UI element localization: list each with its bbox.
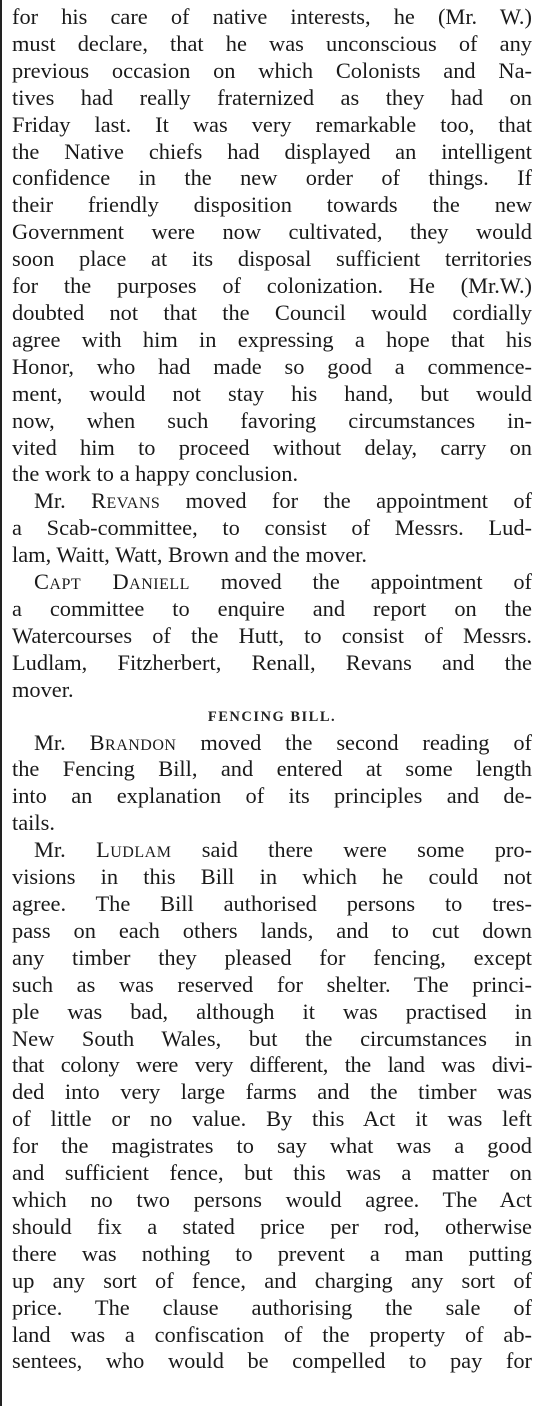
paragraph-ludlam-objections bbox=[12, 837, 532, 1375]
text-line: for his care of native interests, he (Mr. W.) bbox=[12, 4, 532, 29]
text-line bbox=[12, 569, 532, 596]
text-line: mover. bbox=[12, 676, 74, 702]
text-line: there was nothing to prevent a man putting bbox=[12, 1240, 532, 1266]
first-line-rest: moved the appointment of bbox=[189, 569, 532, 595]
text-line: ple was bad, although it was practised in bbox=[12, 998, 532, 1024]
text-line: visions in this Bill in which he could not bbox=[12, 864, 532, 890]
text-line: the Fencing Bill, and entered at some length bbox=[12, 756, 532, 782]
paragraph-watercourses-committee bbox=[12, 569, 532, 704]
text-line: tives had really fraternized as they had on bbox=[12, 84, 532, 110]
text-line: previous occasion on which Colonists and Na- bbox=[12, 57, 532, 83]
text-line: a committee to enquire and report on the bbox=[12, 595, 532, 621]
section-heading: FENCING BILL. bbox=[207, 708, 337, 725]
text-line: now, when such favoring circumstances in- bbox=[12, 407, 532, 433]
text-line bbox=[12, 730, 532, 757]
text-line: which no two persons would agree. The Act bbox=[12, 1186, 532, 1212]
speaker-prefix: Mr. bbox=[34, 729, 90, 755]
text-line: for the magistrates to say what was a good bbox=[12, 1133, 532, 1159]
text-line: sentees, who would be compelled to pay for bbox=[12, 1348, 532, 1374]
speaker-name: Brandon bbox=[89, 729, 177, 755]
text-line: land was a confiscation of the property of ab- bbox=[12, 1321, 532, 1347]
text-line: for the purposes of colonization. He (Mr.W.) bbox=[12, 273, 532, 299]
text-line: Honor, who had made so good a commence- bbox=[12, 353, 532, 379]
text-line: ment, would not stay his hand, but would bbox=[12, 380, 532, 406]
text-line: agree with him in expressing a hope that his bbox=[12, 326, 532, 352]
speaker-prefix: Mr. bbox=[34, 837, 97, 863]
text-line: ded into very large farms and the timber was bbox=[12, 1079, 532, 1105]
text-line: such as was reserved for shelter. The princi- bbox=[12, 971, 532, 997]
text-line: soon place at its disposal sufficient territories bbox=[12, 246, 532, 272]
text-line: Government were now cultivated, they would bbox=[12, 219, 532, 245]
text-line: up any sort of fence, and charging any sort of bbox=[12, 1267, 532, 1293]
text-line: confidence in the new order of things. If bbox=[12, 165, 532, 191]
first-line-rest: moved the second reading of bbox=[176, 729, 533, 755]
text-line: Watercourses of the Hutt, to consist of Messrs. bbox=[12, 622, 532, 648]
text-line: into an explanation of its principles and de- bbox=[12, 783, 532, 809]
text-line: New South Wales, but the circumstances in bbox=[12, 1025, 532, 1051]
first-line-rest: moved for the appointment of bbox=[160, 488, 532, 514]
text-line: agree. The Bill authorised persons to tres- bbox=[12, 891, 532, 916]
text-line: doubted not that the Council would cordially bbox=[12, 299, 532, 325]
text-line: that colony were very different, the land was divi- bbox=[12, 1052, 532, 1078]
text-line: Friday last. It was very remarkable too, that bbox=[12, 111, 532, 137]
text-line: the Native chiefs had displayed an intelligent bbox=[12, 138, 532, 164]
speaker-prefix: Mr. bbox=[34, 488, 92, 514]
speaker-name: Revans bbox=[91, 488, 161, 514]
paragraph-scab-committee bbox=[12, 488, 532, 569]
text-line: must declare, that he was unconscious of any bbox=[12, 30, 532, 56]
text-line: should fix a stated price per rod, otherwise bbox=[12, 1213, 532, 1239]
text-line: lam, Waitt, Watt, Brown and the mover. bbox=[12, 542, 368, 568]
first-line-rest: said there were some pro- bbox=[171, 837, 533, 863]
text-line bbox=[12, 837, 532, 864]
text-line: and sufficient fence, but this was a matter on bbox=[12, 1160, 532, 1186]
text-line bbox=[12, 488, 532, 515]
paragraph-native-relations bbox=[12, 4, 532, 488]
speaker-name: Capt Daniell bbox=[34, 569, 190, 595]
speaker-name: Ludlam bbox=[96, 837, 172, 863]
text-line: any timber they pleased for fencing, except bbox=[12, 944, 532, 970]
text-line: their friendly disposition towards the new bbox=[12, 192, 532, 218]
text-line: pass on each others lands, and to cut down bbox=[12, 917, 532, 943]
text-line: tails. bbox=[12, 810, 55, 836]
text-line: of little or no value. By this Act it was left bbox=[12, 1106, 532, 1132]
text-line: vited him to proceed without delay, carry on bbox=[12, 434, 532, 460]
paragraph-fencing-bill-reading bbox=[12, 730, 532, 838]
text-line: a Scab-committee, to consist of Messrs. Lud- bbox=[12, 515, 532, 541]
text-line: the work to a happy conclusion. bbox=[12, 461, 299, 487]
text-line: Ludlam, Fitzherbert, Renall, Revans and the bbox=[12, 649, 532, 675]
text-line: price. The clause authorising the sale of bbox=[12, 1294, 532, 1320]
